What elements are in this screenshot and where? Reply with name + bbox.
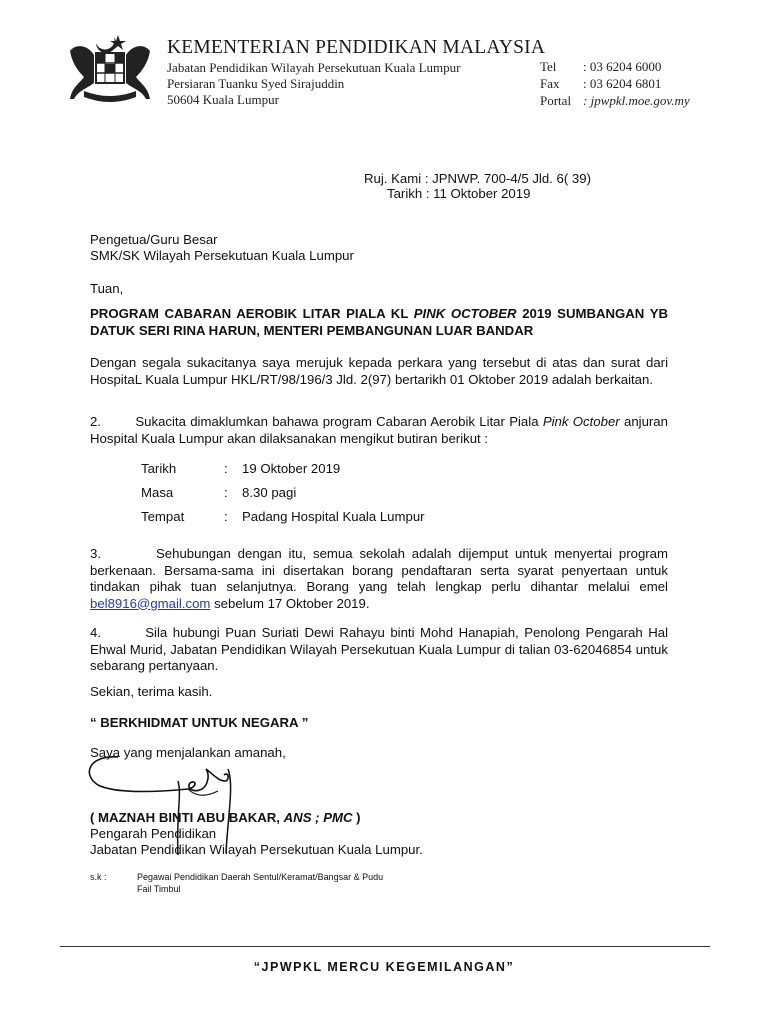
detail-label-tempat: Tempat xyxy=(141,509,185,524)
address-line-3: 50604 Kuala Lumpur xyxy=(167,92,279,107)
signatory-position: Pengarah Pendidikan xyxy=(90,826,217,841)
tel-value: : 03 6204 6000 xyxy=(583,59,662,74)
cc-line-1: Pegawai Pendidikan Daerah Sentul/Keramat/Bangsar & Pudu xyxy=(137,872,384,882)
address-line-1: Jabatan Pendidikan Wilayah Persekutuan Kuala Lumpur xyxy=(167,60,461,75)
email-link[interactable]: bel8916@gmail.com xyxy=(90,595,211,611)
detail-label-masa: Masa xyxy=(141,485,174,500)
recipient-title: Pengetua/Guru Besar xyxy=(90,232,218,247)
signatory-name xyxy=(90,810,668,827)
detail-value-tempat: Padang Hospital Kuala Lumpur xyxy=(242,509,425,524)
tel-label: Tel xyxy=(540,59,557,74)
closing-slogan: “ BERKHIDMAT UNTUK NEGARA ” xyxy=(90,715,309,730)
signatory-department: Jabatan Pendidikan Wilayah Persekutuan Kuala Lumpur. xyxy=(90,842,423,857)
paragraph-2-part-2: anjuran Hospital Kuala Lumpur akan dilaksanakan mengikut butiran berikut : xyxy=(90,414,672,446)
recipient-school: SMK/SK Wilayah Persekutuan Kuala Lumpur xyxy=(90,248,354,263)
subject-part-1: PROGRAM CABARAN AEROBIK LITAR PIALA KL xyxy=(90,306,414,321)
letter-date: Tarikh : 11 Oktober 2019 xyxy=(387,186,531,201)
paragraph-3-part-1: 3. Sehubungan dengan itu, semua sekolah adalah dijemput untuk menyertai program berkenaan. Bersama-sama ini disertakan borang pendaftaran serta syarat penyertaan untuk tindakan pihak tuan selanjutnya. Borang yang telah lengkap perlu dihantar melalui emel xyxy=(90,546,672,594)
reference-number: Ruj. Kami : JPNWP. 700-4/5 Jld. 6( 39) xyxy=(364,171,591,186)
ministry-name: KEMENTERIAN PENDIDIKAN MALAYSIA xyxy=(167,37,546,58)
paragraph-1: Dengan segala sukacitanya saya merujuk kepada perkara yang tersebut di atas dan surat dari HospitaL Kuala Lumpur HKL/RT/98/196/3 Jld. 2(97) bertarikh 01 Oktober 2019 adalah berkaitan. xyxy=(90,355,668,387)
signatory-name-close: ) xyxy=(352,810,361,825)
subject-italic: PINK OCTOBER xyxy=(413,306,517,321)
malaysia-coat-of-arms-icon xyxy=(66,33,154,105)
detail-colon: : xyxy=(224,509,228,524)
paragraph-3-part-2: sebelum 17 Oktober 2019. xyxy=(210,595,370,611)
detail-colon: : xyxy=(224,485,228,500)
paragraph-3 xyxy=(90,546,672,612)
detail-value-masa: 8.30 pagi xyxy=(242,485,297,500)
subject-part-3: 2019 SUMBANGAN YB DATUK SERI RINA HARUN, MENTERI PEMBANGUNAN LUAR BANDAR xyxy=(90,306,669,338)
paragraph-2-part-1: 2. Sukacita dimaklumkan bahawa program Cabaran Aerobik Litar Piala xyxy=(90,414,543,429)
paragraph-4: 4. Sila hubungi Puan Suriati Dewi Rahayu binti Mohd Hanapiah, Penolong Pengarah Hal Ehwal Murid, Jabatan Pendidikan Wilayah Persekutuan Kuala Lumpur di talian 03-62046854 untuk sebarang pertanyaan. xyxy=(90,625,672,673)
closing-thanks: Sekian, terima kasih. xyxy=(90,684,213,699)
address-line-2: Persiaran Tuanku Syed Sirajuddin xyxy=(167,76,345,91)
footer-divider xyxy=(60,946,710,947)
salutation: Tuan, xyxy=(90,281,124,296)
signatory-name-text: ( MAZNAH BINTI ABU BAKAR, xyxy=(90,810,284,825)
detail-label-tarikh: Tarikh xyxy=(141,461,177,476)
detail-colon: : xyxy=(224,461,228,476)
portal-label: Portal xyxy=(540,93,572,108)
footer-motto: “JPWPKL MERCU KEGEMILANGAN” xyxy=(253,960,515,974)
detail-value-tarikh: 19 Oktober 2019 xyxy=(242,461,341,476)
cc-label: s.k : xyxy=(90,872,107,882)
paragraph-2 xyxy=(90,414,672,447)
portal-value[interactable]: : jpwpkl.moe.gov.my xyxy=(583,93,690,108)
fax-label: Fax xyxy=(540,76,560,91)
subject-heading xyxy=(90,306,668,339)
signatory-titles: ANS ; PMC xyxy=(283,810,353,825)
closing-trust: Saya yang menjalankan amanah, xyxy=(90,745,286,760)
fax-value: : 03 6204 6801 xyxy=(583,76,662,91)
paragraph-2-italic: Pink October xyxy=(542,414,620,429)
cc-line-2: Fail Timbul xyxy=(137,884,181,894)
